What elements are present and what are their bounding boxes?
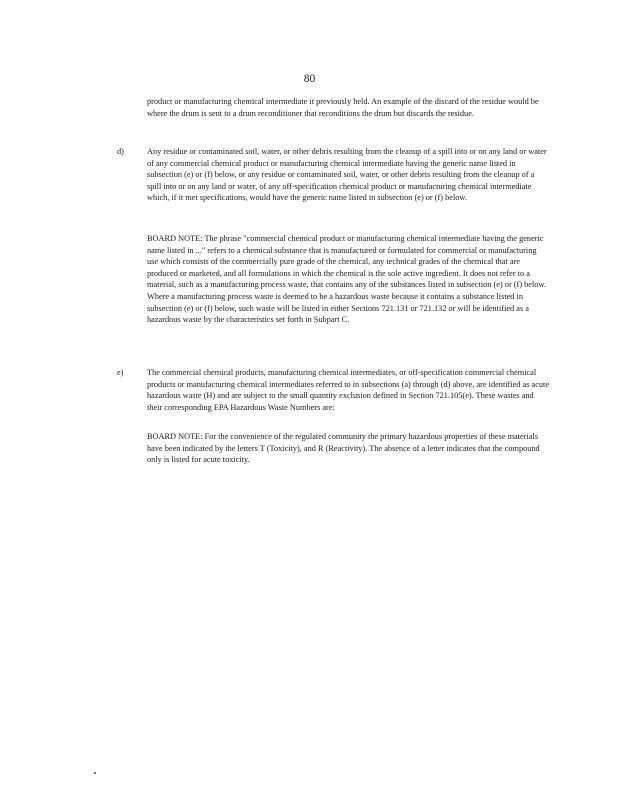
section-d-text: Any residue or contaminated soil, water, or other debris resulting from the cleanup of a spill into or on any land or water of any commercial chemical product or manufacturing chemical intermediate having the generic name listed in subsection (e) or (f) below, or any residue or contaminated soil, water, or other debris resulting from the cleanup of a spill into or on any land or water, of any off-specification chemical product or manufacturing chemical intermediate which, if it met specifications, would have the generic name listed in subsection (e) or (f) below. bbox=[147, 147, 547, 203]
section-e-label: e) bbox=[117, 368, 124, 377]
section-d-label: d) bbox=[117, 147, 124, 156]
section-e-board-note: BOARD NOTE: For the convenience of the regulated community the primary hazardous properties of these materials have been indicated by the letters T (Toxicity), and R (Reactivity). The absence of a letter indicates that the compound only is listed for acute toxicity. bbox=[147, 432, 540, 465]
scan-speck bbox=[94, 772, 96, 774]
continuation-paragraph: product or manufacturing chemical intermediate it previously held. An example of the discard of the residue would be where the drum is sent to a drum reconditioner that reconditions the drum but discards the residue. bbox=[147, 97, 539, 118]
section-e-text: The commercial chemical products, manufacturing chemical intermediates, or off-specification commercial chemical products or manufacturing chemical intermediates referred to in subsections (a) through (d) above, are identified as acute hazardous waste (H) and are subject to the small quantity exclusion defined in Section 721.105(e). These wastes and their corresponding EPA Hazardous Waste Numbers are: bbox=[147, 368, 550, 412]
page-number: 80 bbox=[303, 73, 316, 85]
section-d-board-note: BOARD NOTE: The phrase "commercial chemical product or manufacturing chemical intermediate having the generic name listed in ..." refers to a chemical substance that is manufactured or formulated for commercial or manufacturing use which consists of the commercially pure grade of the chemical, any technical grades of the chemical that are produced or marketed, and all formulations in which the chemical is the sole active ingredient. It does not refer to a material, such as a manufacturing process waste, that contains any of the substances listed in subsection (e) or (f) below. Where a manufacturing process waste is deemed to be a hazardous waste because it contains a substance listed in subsection (e) or (f) below, such waste will be listed in either Sections 721.131 or 721.132 or will be identified as a hazardous waste by the characteristics set forth in Subpart C. bbox=[147, 234, 546, 325]
